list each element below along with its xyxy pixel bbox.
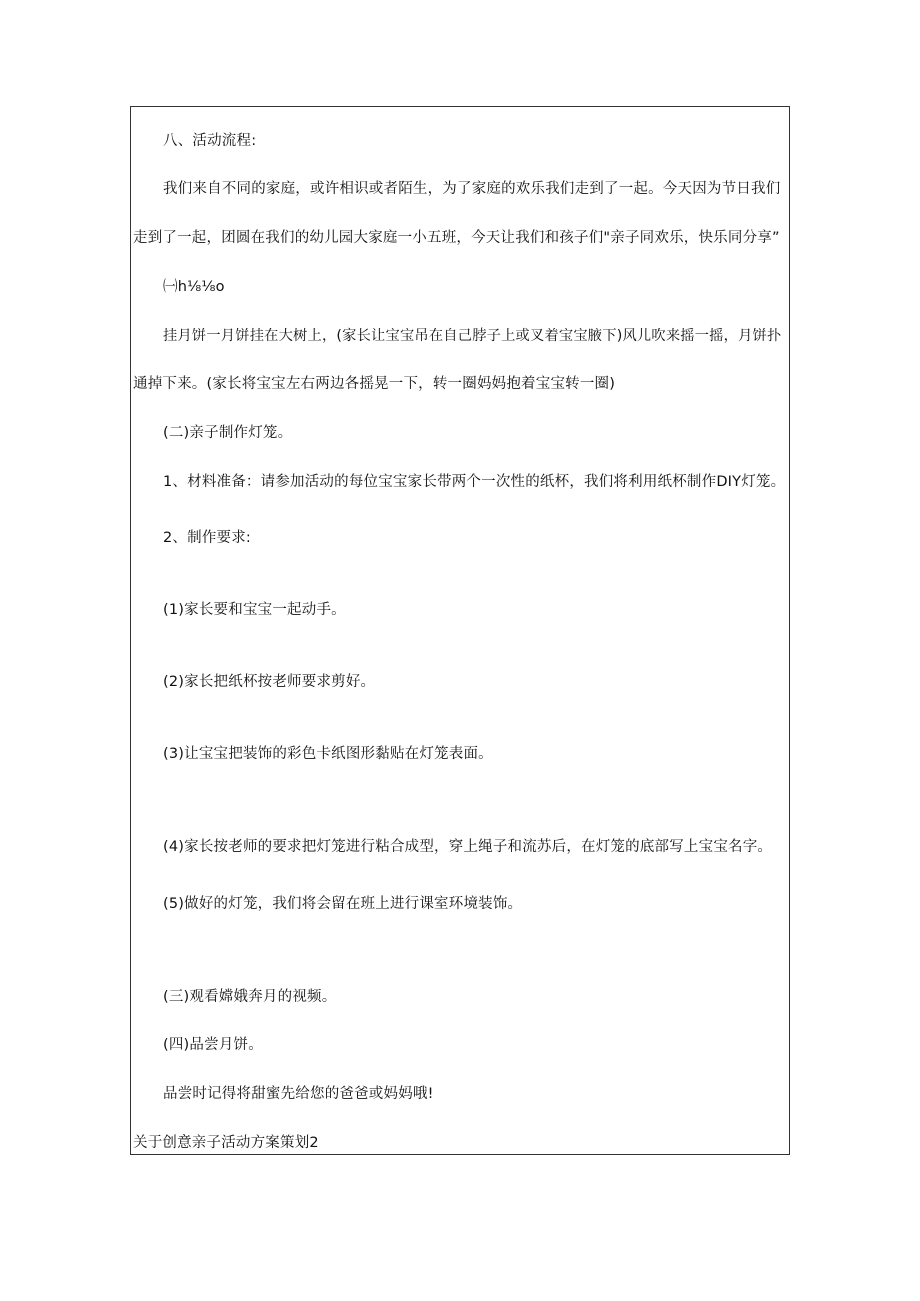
intro-paragraph-line-1: 我们来自不同的家庭，或许相识或者陌生，为了家庭的欢乐我们走到了一起。今天因为节日我们 (163, 181, 781, 197)
requirement-item-5: (5)做好的灯笼，我们将会留在班上进行课室环境装饰。 (163, 896, 523, 912)
tasting-note: 品尝时记得将甜蜜先给您的爸爸或妈妈哦! (163, 1086, 434, 1102)
mooncake-game-line-1: 挂月饼一月饼挂在大树上，(家长让宝宝吊在自己脖子上或叉着宝宝腋下)风儿吹来摇一摇，月饼扑 (163, 328, 782, 344)
step-three-heading: (三)观看嫦娥奔月的视频。 (163, 989, 337, 1005)
intro-paragraph-line-2: 走到了一起，团圆在我们的幼儿园大家庭一小五班，今天让我们和孩子们"亲子同欢乐，快乐同分享” (133, 230, 780, 246)
step-one-heading: ㈠h⅛⅛o (163, 279, 225, 295)
step-four-heading: (四)品尝月饼。 (163, 1037, 263, 1053)
requirement-item-2: (2)家长把纸杯按老师要求剪好。 (163, 674, 376, 690)
requirement-item-3: (3)让宝宝把装饰的彩色卡纸图形黏贴在灯笼表面。 (163, 746, 493, 762)
requirements-heading: 2、制作要求: (163, 530, 252, 546)
requirement-item-4: (4)家长按老师的要求把灯笼进行粘合成型，穿上绳子和流苏后，在灯笼的底部写上宝宝名字。 (163, 839, 773, 855)
mooncake-game-line-2: 通掉下来。(家长将宝宝左右两边各摇晃一下，转一圈妈妈抱着宝宝转一圈) (133, 376, 616, 392)
requirement-item-1: (1)家长要和宝宝一起动手。 (163, 602, 346, 618)
materials-paragraph: 1、材料准备：请参加活动的每位宝宝家长带两个一次性的纸杯，我们将利用纸杯制作DIY灯笼。 (163, 474, 786, 490)
step-two-heading: (二)亲子制作灯笼。 (163, 425, 293, 441)
next-plan-title: 关于创意亲子活动方案策划2 (133, 1135, 319, 1151)
section-heading-activity-flow: 八、活动流程: (163, 133, 257, 149)
